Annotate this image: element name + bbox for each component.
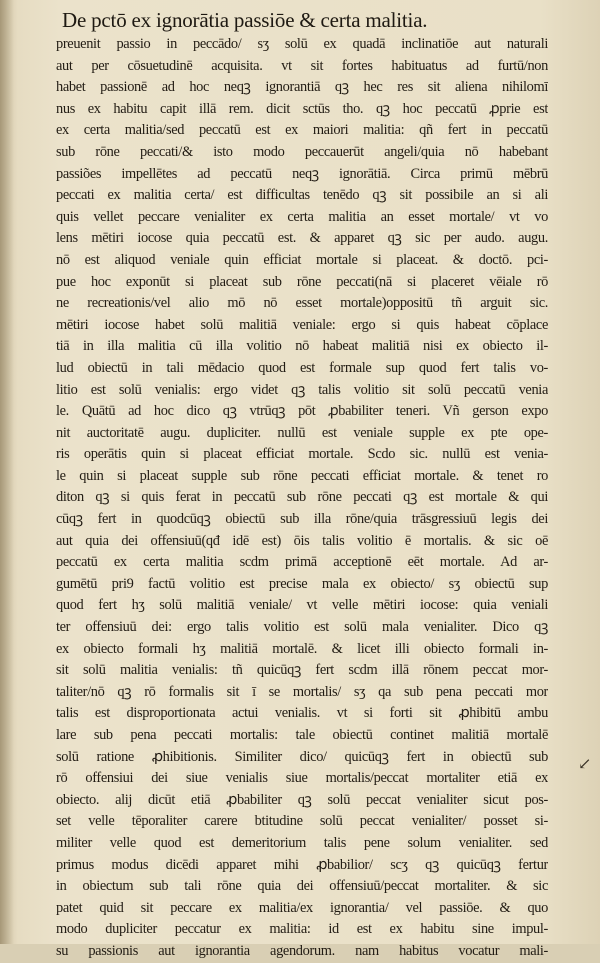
text-line: nit auctoritatē augu. dupliciter. nullū est veniale supple ex pte ope- [56,424,548,441]
text-line: gumētū pri9 factū volitio est precise mala ex obiecto/ sʒ obiectū sup [56,575,548,592]
text-line: passiões impellētes ad peccatū neqꝫ ignorātiā. Circa primū mēbrū [56,165,548,182]
text-line: in obiectum sub tali rōne quia dei offensiuū/peccat mortaliter. & sic [56,878,548,895]
text-line: nō est aliquod veniale quin efficiat mortale si placeat. & doctō. pci- [56,251,548,268]
text-line: primus modus dicēdi apparet mihi ꝓbabilior/ scʒ qꝫ quicūqꝫ fertur [56,856,548,873]
text-line: solū ratione ꝓhibitionis. Similiter dico/ quicūqꝫ fert in obiectū sub [56,748,548,765]
text-line: rō offensiui dei siue venialis siue mortalis/peccat mortaliter etiā ex [56,770,548,787]
body-text [56,34,548,963]
text-line: le. Quātū ad hoc dico qꝫ vtrūqꝫ pōt ꝓbabiliter teneri. Vñ gerson expo [56,403,548,420]
text-line: su passionis aut ignorantia agendorum. nam habitus vocatur mali- [56,942,548,959]
text-line: quod fert hʒ solū malitiā veniale/ vt velle mētiri iocose: quia veniali [56,597,548,614]
text-line: lud obiectū in tali mēdacio quod est formale sup quod fert talis vo- [56,359,548,376]
text-line: peccatū ex certa malitia scdm primā acceptionē eēt mortale. Ad ar- [56,554,548,571]
text-line: lens mētiri iocose quia peccatū est. & apparet qꝫ sic per audo. augu. [56,230,548,247]
text-line: tiā in illa malitia cū illa volitio nō habeat malitiā nisi ex obiecto il- [56,338,548,355]
text-line: militer velle quod est demeritorium talis pene solum venialiter. sed [56,834,548,851]
text-line: ter offensiuū dei: ergo talis volitio est solū mala venialiter. Dico qꝫ [56,619,548,636]
text-line: set velle tēporaliter carere btitudine solū peccat venialiter/ posset si- [56,813,548,830]
text-line: habet passionē ad hoc neqꝫ ignorantiā qꝫ hec res sit aliena nihilomī [56,79,548,96]
text-line: ex certa malitia/sed peccatū est ex maiori malitia: qñ fert in peccatū [56,122,548,139]
text-line: mētiri iocose habet solū malitiā veniale: ergo si quis habeat cōplace [56,316,548,333]
text-line: sit solū malitia venialis: tñ quicūqꝫ fert scdm illā rōnem peccat mor- [56,662,548,679]
text-line: nus ex habitu capit illā rem. dicit sctūs tho. qꝫ hoc peccatū ꝓprie est [56,100,548,117]
text-line: ex obiecto formali hʒ malitiā mortalē. & licet illi obiecto formali in- [56,640,548,657]
text-line: modo dupliciter peccatur ex malitia: id est ex habitu sine impul- [56,921,548,938]
text-line: patet quid sit peccare ex malitia/ex ignorantia/ vel passiōe. & quo [56,899,548,916]
margin-annotation-mark: ↙ [578,756,592,773]
text-line: talis est disproportionata actui venialis. vt si forti sit ꝓhibitū ambu [56,705,548,722]
text-line: taliter/nō qꝫ rō formalis sit ī se mortalis/ sʒ qa sub pena peccati mor [56,683,548,700]
text-line: cūqꝫ fert in quodcūqꝫ obiectū sub illa rōne/quia trāsgressiuū legis dei [56,511,548,528]
page-heading: De pctō ex ignorātia passiōe & certa malitia. [62,8,428,32]
text-line: sub rōne peccati/& isto modo peccauerūt angeli/quia nō habebant [56,143,548,160]
text-line: preuenit passio in peccādo/ sʒ solū ex quadā inclinatiōe aut naturali [56,36,548,52]
text-line: le quin si placeat supple sub rōne peccati efficiat mortale. & tenet ro [56,467,548,484]
text-line: obiecto. alij dicūt etiā ꝓbabiliter qꝫ solū peccat venialiter sicut pos- [56,791,548,808]
binding-shadow [0,0,14,944]
text-line: ne recreationis/vel alio mō nō esset mortale)oppositū tñ arguit sic. [56,295,548,312]
text-line: litio est solū venialis: ergo videt qꝫ talis volitio sit solū peccatū venia [56,381,548,398]
text-line: quis vellet peccare venialiter ex certa malitia an esset mortale/ vt vo [56,208,548,225]
text-line: diton qꝫ si quis ferat in peccatū sub rōne peccati qꝫ est mortale & qui [56,489,548,506]
text-line: ris operātis quin si placeat efficiat mortale. Scdo sic. nullū est venia- [56,446,548,463]
text-line: aut quia dei offensiuū(qđ idē est) ōis talis volitio ē mortalis. & sic oē [56,532,548,549]
text-line: lare sub pena peccati mortalis: tale obiectū continet malitiā mortalē [56,727,548,743]
text-line: pue hoc exponūt si placeat sub rōne peccati(nā si placeret vēiale rō [56,273,548,290]
text-line: peccati ex malitia certa/ est difficultas tenēdo qꝫ sit possibile an si ali [56,187,548,204]
text-line: aut per cōsuetudinē acquisita. vt sit fortes habituatus ad furtū/non [56,57,548,74]
